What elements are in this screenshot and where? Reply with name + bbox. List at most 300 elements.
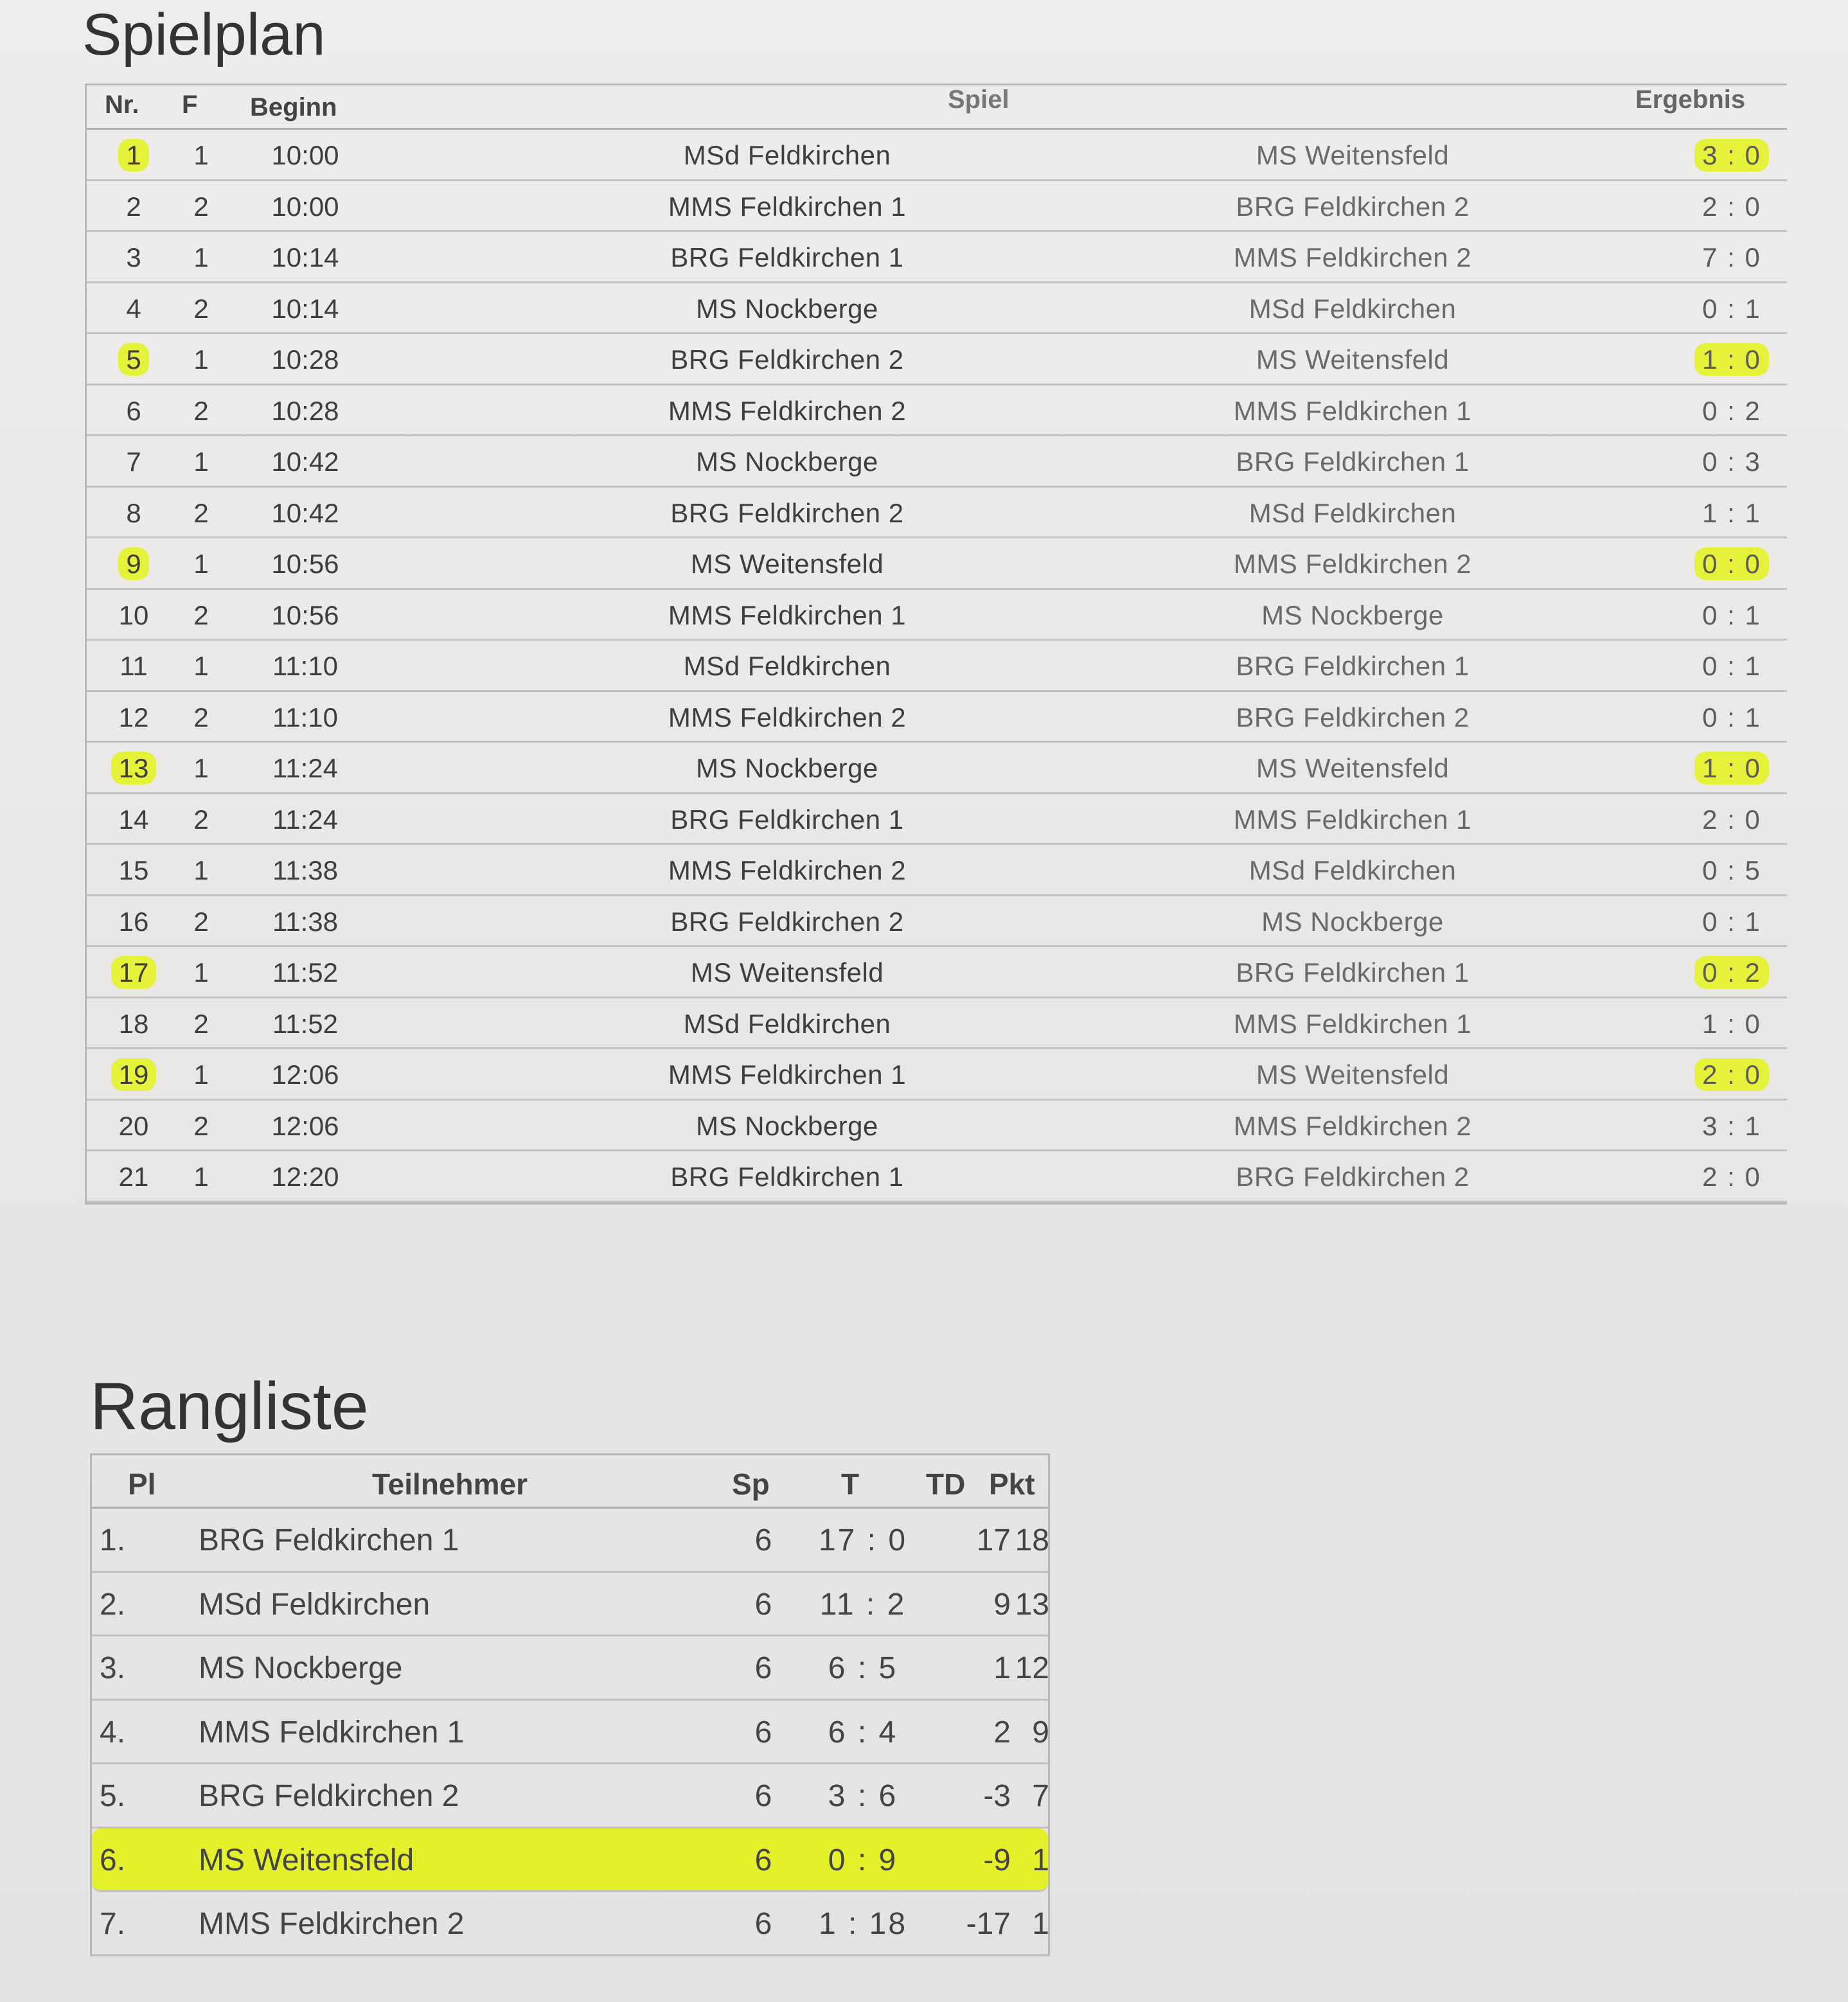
field-number bbox=[175, 600, 227, 631]
away-team-text: MS Nockberge bbox=[1261, 906, 1444, 937]
home-team-text: BRG Feldkirchen 1 bbox=[670, 804, 904, 835]
start-time bbox=[247, 549, 363, 580]
away-team bbox=[1076, 344, 1629, 375]
rank: 1. bbox=[100, 1523, 126, 1557]
spielplan-row bbox=[87, 232, 1787, 283]
match-number-text: 6 bbox=[126, 395, 141, 426]
start-time bbox=[247, 447, 363, 477]
match-number-text: 21 bbox=[118, 1162, 149, 1192]
start-time bbox=[247, 753, 363, 784]
field-number-text: 1 bbox=[193, 140, 209, 170]
start-time bbox=[247, 344, 363, 375]
field-number bbox=[175, 1111, 227, 1142]
header-td: TD bbox=[926, 1467, 966, 1501]
match-result-text: 3 : 1 bbox=[1702, 1110, 1761, 1141]
field-number-text: 1 bbox=[193, 549, 209, 579]
home-team-text: MMS Feldkirchen 2 bbox=[668, 855, 907, 885]
goal-difference: 2 bbox=[993, 1715, 1011, 1750]
start-time-text: 11:10 bbox=[272, 702, 338, 732]
field-number-text: 1 bbox=[193, 753, 209, 783]
match-result-text: 0 : 1 bbox=[1702, 293, 1761, 324]
match-result-text: 0 : 2 bbox=[1702, 395, 1761, 426]
away-team-text: MS Weitensfeld bbox=[1256, 344, 1450, 375]
start-time-text: 10:00 bbox=[271, 140, 339, 170]
away-team bbox=[1076, 1059, 1629, 1090]
away-team bbox=[1076, 804, 1629, 835]
match-result bbox=[1667, 1111, 1796, 1142]
away-team bbox=[1076, 498, 1629, 529]
match-result bbox=[1667, 753, 1796, 784]
match-result bbox=[1667, 702, 1796, 733]
start-time-text: 10:00 bbox=[271, 191, 339, 222]
home-team bbox=[537, 702, 1038, 733]
match-result-text: 2 : 0 bbox=[1702, 191, 1761, 222]
start-time-text: 12:06 bbox=[271, 1059, 339, 1090]
match-number bbox=[98, 1009, 169, 1040]
points: 1 bbox=[1032, 1843, 1049, 1877]
away-team bbox=[1076, 753, 1629, 784]
start-time bbox=[247, 907, 363, 937]
header-spiel: Spiel bbox=[948, 85, 1009, 114]
away-team bbox=[1076, 191, 1629, 222]
start-time-text: 11:38 bbox=[272, 855, 338, 885]
match-number bbox=[98, 1162, 169, 1192]
points: 1 bbox=[1032, 1907, 1049, 1941]
start-time-text: 11:52 bbox=[272, 957, 338, 988]
home-team bbox=[537, 242, 1038, 273]
match-result-text: 1 : 0 bbox=[1694, 752, 1769, 784]
home-team bbox=[537, 753, 1038, 784]
away-team bbox=[1076, 396, 1629, 427]
home-team-text: MSd Feldkirchen bbox=[683, 651, 891, 681]
goals: 6 : 5 bbox=[828, 1651, 898, 1685]
rangliste-row bbox=[92, 1829, 1048, 1893]
goals: 6 : 4 bbox=[828, 1715, 898, 1750]
start-time-text: 11:24 bbox=[272, 753, 338, 783]
field-number bbox=[175, 1009, 227, 1040]
rangliste-row bbox=[92, 1636, 1048, 1701]
away-team-text: BRG Feldkirchen 1 bbox=[1236, 957, 1470, 988]
match-result-text: 0 : 1 bbox=[1702, 702, 1761, 732]
spielplan-row bbox=[87, 947, 1787, 998]
field-number bbox=[175, 549, 227, 580]
match-number bbox=[98, 242, 169, 273]
goal-difference: 9 bbox=[993, 1587, 1011, 1622]
match-result bbox=[1667, 651, 1796, 682]
spielplan-row bbox=[87, 692, 1787, 743]
field-number-text: 1 bbox=[193, 1162, 209, 1192]
spielplan-row bbox=[87, 794, 1787, 846]
home-team bbox=[537, 498, 1038, 529]
rangliste-table bbox=[90, 1453, 1050, 1956]
away-team-text: BRG Feldkirchen 1 bbox=[1236, 447, 1470, 477]
match-number-text: 1 bbox=[118, 139, 148, 172]
match-result bbox=[1667, 140, 1796, 171]
match-number bbox=[98, 1111, 169, 1142]
away-team bbox=[1076, 447, 1629, 477]
match-number-text: 7 bbox=[126, 447, 141, 477]
match-result-text: 0 : 1 bbox=[1702, 651, 1761, 681]
spielplan-row bbox=[87, 488, 1787, 539]
start-time bbox=[247, 804, 363, 835]
field-number bbox=[175, 294, 227, 324]
header-ergebnis: Ergebnis bbox=[1635, 85, 1746, 114]
match-result bbox=[1667, 549, 1796, 580]
match-result bbox=[1667, 396, 1796, 427]
start-time-text: 11:38 bbox=[272, 906, 338, 937]
games-played: 6 bbox=[754, 1587, 772, 1622]
rank: 2. bbox=[100, 1587, 126, 1622]
field-number bbox=[175, 753, 227, 784]
match-result-text: 0 : 2 bbox=[1694, 956, 1769, 989]
away-team bbox=[1076, 140, 1629, 171]
field-number bbox=[175, 140, 227, 171]
field-number bbox=[175, 651, 227, 682]
match-result bbox=[1667, 804, 1796, 835]
match-number-text: 5 bbox=[118, 343, 148, 376]
away-team bbox=[1076, 242, 1629, 273]
away-team-text: MMS Feldkirchen 2 bbox=[1233, 549, 1472, 579]
match-number bbox=[98, 344, 169, 375]
header-sp: Sp bbox=[732, 1467, 770, 1501]
games-played: 6 bbox=[754, 1651, 772, 1685]
home-team bbox=[537, 600, 1038, 631]
match-number bbox=[98, 1059, 169, 1090]
home-team-text: MS Nockberge bbox=[696, 1110, 878, 1141]
start-time-text: 10:42 bbox=[271, 497, 339, 528]
start-time-text: 10:14 bbox=[271, 293, 339, 324]
field-number bbox=[175, 804, 227, 835]
match-number bbox=[98, 140, 169, 171]
field-number bbox=[175, 702, 227, 733]
match-number-text: 12 bbox=[118, 702, 149, 732]
goal-difference: -17 bbox=[966, 1907, 1011, 1941]
points: 13 bbox=[1015, 1587, 1049, 1622]
team-name: BRG Feldkirchen 1 bbox=[199, 1523, 459, 1557]
field-number bbox=[175, 191, 227, 222]
match-result-text: 2 : 0 bbox=[1702, 1162, 1761, 1192]
field-number-text: 2 bbox=[193, 497, 209, 528]
spielplan-row bbox=[87, 845, 1787, 896]
field-number-text: 1 bbox=[193, 1059, 209, 1090]
rangliste-row bbox=[92, 1573, 1048, 1637]
rangliste-row bbox=[92, 1509, 1048, 1573]
field-number-text: 1 bbox=[193, 957, 209, 988]
away-team bbox=[1076, 907, 1629, 937]
field-number bbox=[175, 447, 227, 477]
match-number bbox=[98, 600, 169, 631]
spielplan-row bbox=[87, 641, 1787, 692]
match-number-text: 8 bbox=[126, 497, 141, 528]
start-time bbox=[247, 1111, 363, 1142]
rank: 7. bbox=[100, 1907, 126, 1941]
spielplan-row bbox=[87, 385, 1787, 437]
field-number bbox=[175, 344, 227, 375]
home-team-text: MMS Feldkirchen 1 bbox=[668, 191, 907, 222]
header-pl: Pl bbox=[128, 1467, 156, 1501]
home-team-text: MS Nockberge bbox=[696, 447, 878, 477]
match-result bbox=[1667, 447, 1796, 477]
rangliste-row bbox=[92, 1892, 1048, 1954]
match-number-text: 2 bbox=[126, 191, 141, 222]
match-number-text: 17 bbox=[111, 956, 157, 989]
games-played: 6 bbox=[754, 1907, 772, 1941]
field-number bbox=[175, 498, 227, 529]
away-team bbox=[1076, 549, 1629, 580]
start-time bbox=[247, 140, 363, 171]
away-team bbox=[1076, 702, 1629, 733]
start-time-text: 10:56 bbox=[271, 549, 339, 579]
match-result-text: 0 : 1 bbox=[1702, 599, 1761, 630]
start-time bbox=[247, 702, 363, 733]
field-number-text: 2 bbox=[193, 906, 209, 937]
home-team-text: BRG Feldkirchen 1 bbox=[670, 1162, 904, 1192]
spielplan-header-row bbox=[87, 85, 1787, 130]
match-result bbox=[1667, 242, 1796, 273]
start-time bbox=[247, 1162, 363, 1192]
start-time-text: 11:24 bbox=[272, 804, 338, 835]
match-number bbox=[98, 549, 169, 580]
home-team-text: MS Nockberge bbox=[696, 293, 878, 324]
start-time bbox=[247, 651, 363, 682]
match-number-text: 10 bbox=[118, 599, 149, 630]
match-number bbox=[98, 498, 169, 529]
match-number bbox=[98, 396, 169, 427]
rangliste-row bbox=[92, 1764, 1048, 1829]
field-number bbox=[175, 396, 227, 427]
start-time-text: 12:06 bbox=[271, 1110, 339, 1141]
match-number-text: 3 bbox=[126, 242, 141, 272]
team-name: MSd Feldkirchen bbox=[199, 1587, 431, 1622]
match-result bbox=[1667, 957, 1796, 988]
rank: 5. bbox=[100, 1779, 126, 1813]
match-result-text: 7 : 0 bbox=[1702, 242, 1761, 272]
away-team bbox=[1076, 855, 1629, 886]
spielplan-row bbox=[87, 998, 1787, 1050]
points: 12 bbox=[1015, 1651, 1049, 1685]
match-number-text: 15 bbox=[118, 855, 149, 885]
home-team bbox=[537, 344, 1038, 375]
away-team-text: MS Nockberge bbox=[1261, 599, 1444, 630]
home-team-text: MMS Feldkirchen 1 bbox=[668, 599, 907, 630]
team-name: MS Weitensfeld bbox=[199, 1843, 414, 1877]
start-time bbox=[247, 242, 363, 273]
points: 7 bbox=[1032, 1779, 1049, 1813]
away-team-text: MMS Feldkirchen 1 bbox=[1233, 1008, 1472, 1039]
spielplan-row bbox=[87, 130, 1787, 181]
rangliste-row bbox=[92, 1701, 1048, 1765]
header-f: F bbox=[182, 91, 198, 119]
field-number bbox=[175, 957, 227, 988]
away-team-text: BRG Feldkirchen 2 bbox=[1236, 191, 1470, 222]
home-team bbox=[537, 1059, 1038, 1090]
start-time-text: 10:56 bbox=[271, 599, 339, 630]
home-team bbox=[537, 1111, 1038, 1142]
field-number-text: 2 bbox=[193, 1110, 209, 1141]
match-result bbox=[1667, 855, 1796, 886]
match-number bbox=[98, 907, 169, 937]
spielplan-row bbox=[87, 283, 1787, 335]
match-result-text: 2 : 0 bbox=[1694, 1058, 1769, 1091]
header-beginn: Beginn bbox=[250, 93, 337, 121]
home-team bbox=[537, 140, 1038, 171]
start-time bbox=[247, 396, 363, 427]
home-team-text: MMS Feldkirchen 2 bbox=[668, 395, 907, 426]
match-number bbox=[98, 804, 169, 835]
goals: 11 : 2 bbox=[819, 1587, 907, 1622]
spielplan-row bbox=[87, 896, 1787, 948]
field-number bbox=[175, 1162, 227, 1192]
home-team bbox=[537, 907, 1038, 937]
away-team-text: BRG Feldkirchen 2 bbox=[1236, 1162, 1470, 1192]
away-team-text: MSd Feldkirchen bbox=[1248, 293, 1457, 324]
match-number-text: 16 bbox=[118, 906, 149, 937]
away-team bbox=[1076, 1162, 1629, 1192]
spielplan-row bbox=[87, 1151, 1787, 1203]
match-number bbox=[98, 855, 169, 886]
header-teilnehmer: Teilnehmer bbox=[372, 1467, 528, 1501]
goals: 0 : 9 bbox=[828, 1843, 898, 1877]
field-number-text: 2 bbox=[193, 599, 209, 630]
match-number-text: 20 bbox=[118, 1110, 149, 1141]
match-number-text: 14 bbox=[118, 804, 149, 835]
goal-difference: -9 bbox=[983, 1843, 1011, 1877]
spielplan-row bbox=[87, 590, 1787, 641]
away-team-text: MS Weitensfeld bbox=[1256, 1059, 1450, 1090]
match-number bbox=[98, 702, 169, 733]
match-result bbox=[1667, 907, 1796, 937]
away-team bbox=[1076, 600, 1629, 631]
start-time bbox=[247, 600, 363, 631]
home-team-text: BRG Feldkirchen 2 bbox=[670, 906, 904, 937]
away-team-text: MS Weitensfeld bbox=[1256, 753, 1450, 783]
header-pkt: Pkt bbox=[989, 1467, 1035, 1501]
match-number bbox=[98, 191, 169, 222]
match-number-text: 19 bbox=[111, 1058, 157, 1091]
away-team bbox=[1076, 1111, 1629, 1142]
start-time bbox=[247, 294, 363, 324]
rank: 6. bbox=[100, 1843, 126, 1877]
match-result-text: 1 : 0 bbox=[1702, 1008, 1761, 1039]
spielplan-row bbox=[87, 181, 1787, 233]
match-result bbox=[1667, 191, 1796, 222]
field-number bbox=[175, 1059, 227, 1090]
spielplan-title: Spielplan bbox=[82, 2, 326, 67]
match-number bbox=[98, 447, 169, 477]
start-time bbox=[247, 1009, 363, 1040]
header-nr: Nr. bbox=[105, 91, 139, 119]
rank: 3. bbox=[100, 1651, 126, 1685]
field-number-text: 1 bbox=[193, 651, 209, 681]
start-time-text: 10:28 bbox=[271, 395, 339, 426]
spielplan-row bbox=[87, 1101, 1787, 1152]
away-team-text: BRG Feldkirchen 1 bbox=[1236, 651, 1470, 681]
match-result bbox=[1667, 1059, 1796, 1090]
games-played: 6 bbox=[754, 1523, 772, 1557]
away-team bbox=[1076, 294, 1629, 324]
rangliste-title: Rangliste bbox=[90, 1369, 369, 1444]
field-number-text: 1 bbox=[193, 242, 209, 272]
team-name: BRG Feldkirchen 2 bbox=[199, 1779, 459, 1813]
home-team-text: MMS Feldkirchen 1 bbox=[668, 1059, 907, 1090]
away-team-text: MS Weitensfeld bbox=[1256, 140, 1450, 170]
away-team-text: MMS Feldkirchen 2 bbox=[1233, 1110, 1472, 1141]
match-result-text: 0 : 1 bbox=[1702, 906, 1761, 937]
match-result bbox=[1667, 1009, 1796, 1040]
home-team bbox=[537, 1162, 1038, 1192]
match-result bbox=[1667, 344, 1796, 375]
rangliste-body bbox=[92, 1509, 1048, 1954]
match-number-text: 4 bbox=[126, 293, 141, 324]
match-number bbox=[98, 753, 169, 784]
start-time-text: 10:28 bbox=[271, 344, 339, 375]
field-number-text: 2 bbox=[193, 702, 209, 732]
away-team-text: MSd Feldkirchen bbox=[1248, 497, 1457, 528]
start-time bbox=[247, 957, 363, 988]
home-team-text: BRG Feldkirchen 2 bbox=[670, 344, 904, 375]
goal-difference: 17 bbox=[976, 1523, 1011, 1557]
goals: 1 : 18 bbox=[818, 1907, 908, 1941]
field-number-text: 2 bbox=[193, 804, 209, 835]
home-team bbox=[537, 549, 1038, 580]
home-team-text: BRG Feldkirchen 1 bbox=[670, 242, 904, 272]
start-time-text: 11:52 bbox=[272, 1008, 338, 1039]
field-number-text: 2 bbox=[193, 293, 209, 324]
away-team-text: MMS Feldkirchen 2 bbox=[1233, 242, 1472, 272]
spielplan-body bbox=[87, 130, 1787, 1203]
field-number bbox=[175, 242, 227, 273]
start-time-text: 12:20 bbox=[271, 1162, 339, 1192]
away-team-text: MMS Feldkirchen 1 bbox=[1233, 395, 1472, 426]
away-team bbox=[1076, 957, 1629, 988]
home-team bbox=[537, 294, 1038, 324]
team-name: MS Nockberge bbox=[199, 1651, 403, 1685]
home-team-text: MSd Feldkirchen bbox=[683, 1008, 891, 1039]
start-time bbox=[247, 498, 363, 529]
points: 9 bbox=[1032, 1715, 1049, 1750]
home-team bbox=[537, 855, 1038, 886]
home-team-text: MS Weitensfeld bbox=[690, 957, 884, 988]
match-result bbox=[1667, 600, 1796, 631]
away-team bbox=[1076, 651, 1629, 682]
away-team bbox=[1076, 1009, 1629, 1040]
away-team-text: MMS Feldkirchen 1 bbox=[1233, 804, 1472, 835]
home-team bbox=[537, 396, 1038, 427]
match-result bbox=[1667, 1162, 1796, 1192]
match-result-text: 0 : 5 bbox=[1702, 855, 1761, 885]
start-time bbox=[247, 191, 363, 222]
match-result bbox=[1667, 498, 1796, 529]
start-time-text: 10:42 bbox=[271, 447, 339, 477]
home-team-text: MMS Feldkirchen 2 bbox=[668, 702, 907, 732]
match-result bbox=[1667, 294, 1796, 324]
games-played: 6 bbox=[754, 1715, 772, 1750]
home-team-text: MSd Feldkirchen bbox=[683, 140, 891, 170]
team-name: MMS Feldkirchen 1 bbox=[199, 1715, 465, 1750]
field-number-text: 2 bbox=[193, 1008, 209, 1039]
field-number-text: 1 bbox=[193, 344, 209, 375]
team-name: MMS Feldkirchen 2 bbox=[199, 1907, 465, 1941]
match-number-text: 9 bbox=[118, 547, 148, 580]
spielplan-row bbox=[87, 743, 1787, 794]
home-team-text: MS Weitensfeld bbox=[690, 549, 884, 579]
start-time bbox=[247, 1059, 363, 1090]
match-result-text: 1 : 1 bbox=[1702, 497, 1761, 528]
match-number bbox=[98, 651, 169, 682]
match-result-text: 3 : 0 bbox=[1694, 139, 1769, 172]
goal-difference: 1 bbox=[993, 1651, 1011, 1685]
field-number-text: 2 bbox=[193, 395, 209, 426]
